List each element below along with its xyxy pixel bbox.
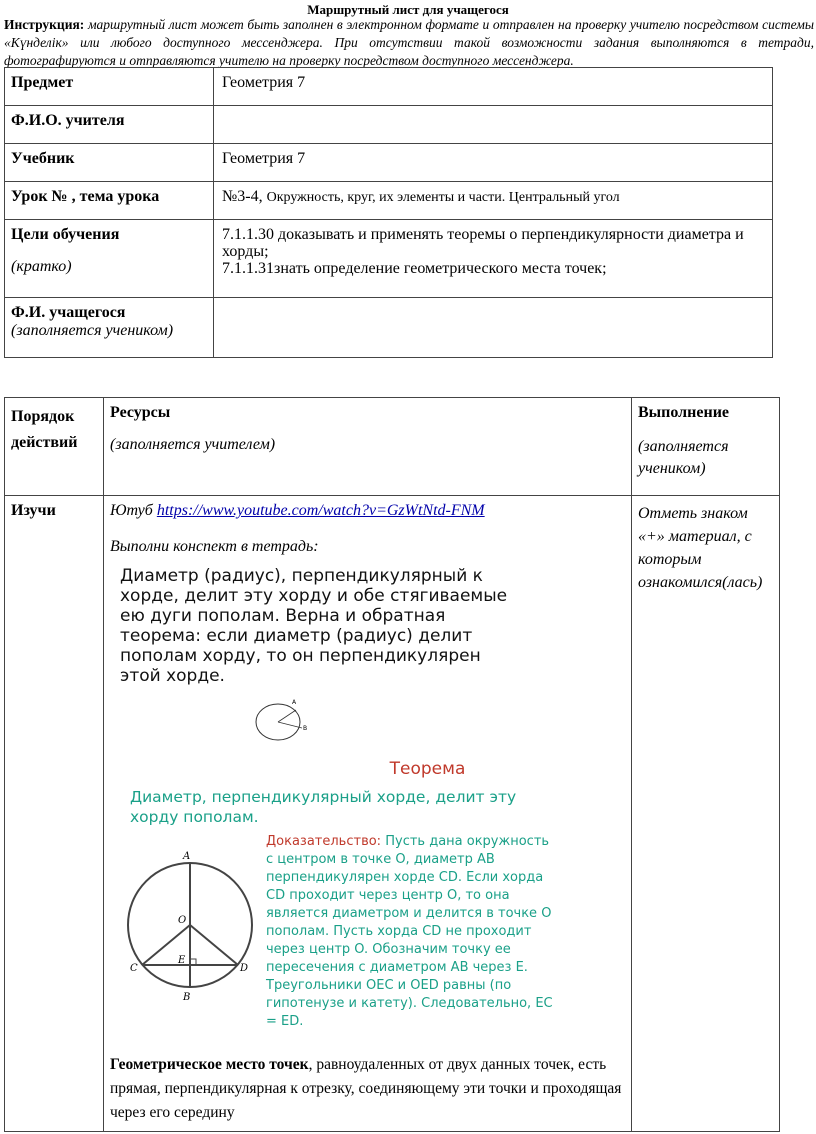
info-table (4, 67, 773, 358)
fig-label-b: B (183, 992, 191, 1003)
lesson-number: №3-4, (222, 188, 263, 205)
goals-sub: (кратко) (11, 258, 72, 275)
resources-cell (104, 496, 632, 1132)
fig-label-e: E (178, 955, 186, 966)
theorem-title: Теорема (389, 759, 466, 779)
exec-cell[interactable]: Отметь знаком «+» материал, с которым ознакомился(лась) (632, 496, 780, 1132)
youtube-prefix: Ютуб (110, 502, 153, 519)
note: Выполни конспект в тетрадь: (110, 538, 319, 555)
header-exec-title: Выполнение (638, 404, 730, 421)
statement: Диаметр (радиус), перпендикулярный к хорде, делит эту хорду и обе стягиваемые ею дуги пополам. Верна и обратная теорема: если диаметр (радиус) делит пополам хорду, то он перпендикулярен этой хорде. (120, 566, 508, 686)
subject-value[interactable]: Геометрия 7 (214, 68, 773, 106)
task-table (4, 397, 780, 1132)
goal-2: 7.1.1.31знать определение геометрического места точек; (222, 260, 607, 277)
goals-label: Цели обучения (11, 226, 120, 243)
textbook-value[interactable]: Геометрия 7 (214, 144, 773, 182)
theorem-text: Диаметр, перпендикулярный хорде, делит эту хорду пополам. (130, 788, 517, 826)
proof-label: Доказательство: (266, 834, 382, 849)
teacher-value[interactable] (214, 106, 773, 144)
svg-text:A: A (292, 699, 297, 706)
header-order: Порядок действий (5, 398, 104, 496)
subject-label: Предмет (5, 68, 214, 106)
proof-text: Пусть дана окружность с центром в точке O, диаметр AB перпендикулярен хорде CD. Если хорда CD проходит через центр O, то она является диаметром и делится в точке O пополам. Пусть хорда CD не проходит через центр O. Обозначим точку ее пересечения с диаметром AB через E. Треугольники OEC и OED равны (по гипотенузе и катету). Следовательно, EC = ED. (266, 834, 553, 1029)
student-value[interactable] (214, 298, 773, 358)
small-circle-figure (230, 690, 350, 750)
instruction-label: Инструкция: (4, 17, 85, 32)
fig-label-c: C (130, 963, 138, 974)
locus (110, 1053, 625, 1125)
instruction-text: маршрутный лист может быть заполнен в электронном формате и отправлен на проверку учителю посредством системы «Күнделік» или любого доступного мессенджера. При отсутствии такой возможности задания выполняются в тетради, фотографируются и отправляются учителю на проверку посредством доступного мессенджера. (4, 17, 815, 68)
header-exec (632, 398, 780, 496)
header-resources (104, 398, 632, 496)
header-resources-sub: (заполняется учителем) (110, 436, 276, 453)
textbook-label: Учебник (5, 144, 214, 182)
goals-value[interactable] (214, 220, 773, 298)
lesson-label: Урок № , тема урока (5, 182, 214, 220)
locus-text: , равноудаленных от двух данных точек, есть прямая, перпендикулярная к отрезку, соединяющему эти точки и проходящая через его середину (110, 1056, 622, 1121)
goals-label-cell (5, 220, 214, 298)
instruction (4, 16, 814, 70)
theorem-figure (120, 847, 260, 1007)
lesson-value[interactable] (214, 182, 773, 220)
lesson-topic: Окружность, круг, их элементы и части. Центральный угол (266, 190, 620, 205)
student-label: Ф.И. учащегося (11, 304, 126, 321)
proof (266, 833, 556, 1031)
student-sub: (заполняется учеником) (11, 322, 174, 339)
header-resources-title: Ресурсы (110, 404, 171, 421)
fig-label-o: O (178, 915, 187, 926)
fig-label-d: D (240, 963, 249, 974)
teacher-label: Ф.И.О. учителя (5, 106, 214, 144)
student-label-cell (5, 298, 214, 358)
document-title: Маршрутный лист для учащегося (307, 2, 509, 17)
svg-text:B: B (303, 725, 308, 732)
locus-bold: Геометрическое место точек (110, 1056, 309, 1073)
goal-1: 7.1.1.30 доказывать и применять теоремы о перпендикулярности диаметра и хорды; (222, 226, 744, 260)
header-exec-sub: (заполняется учеником) (638, 438, 729, 477)
row-label: Изучи (5, 496, 104, 1132)
fig-label-a: A (183, 851, 191, 862)
youtube-link[interactable]: https://www.youtube.com/watch?v=GzWtNtd-FNM (156, 502, 485, 519)
